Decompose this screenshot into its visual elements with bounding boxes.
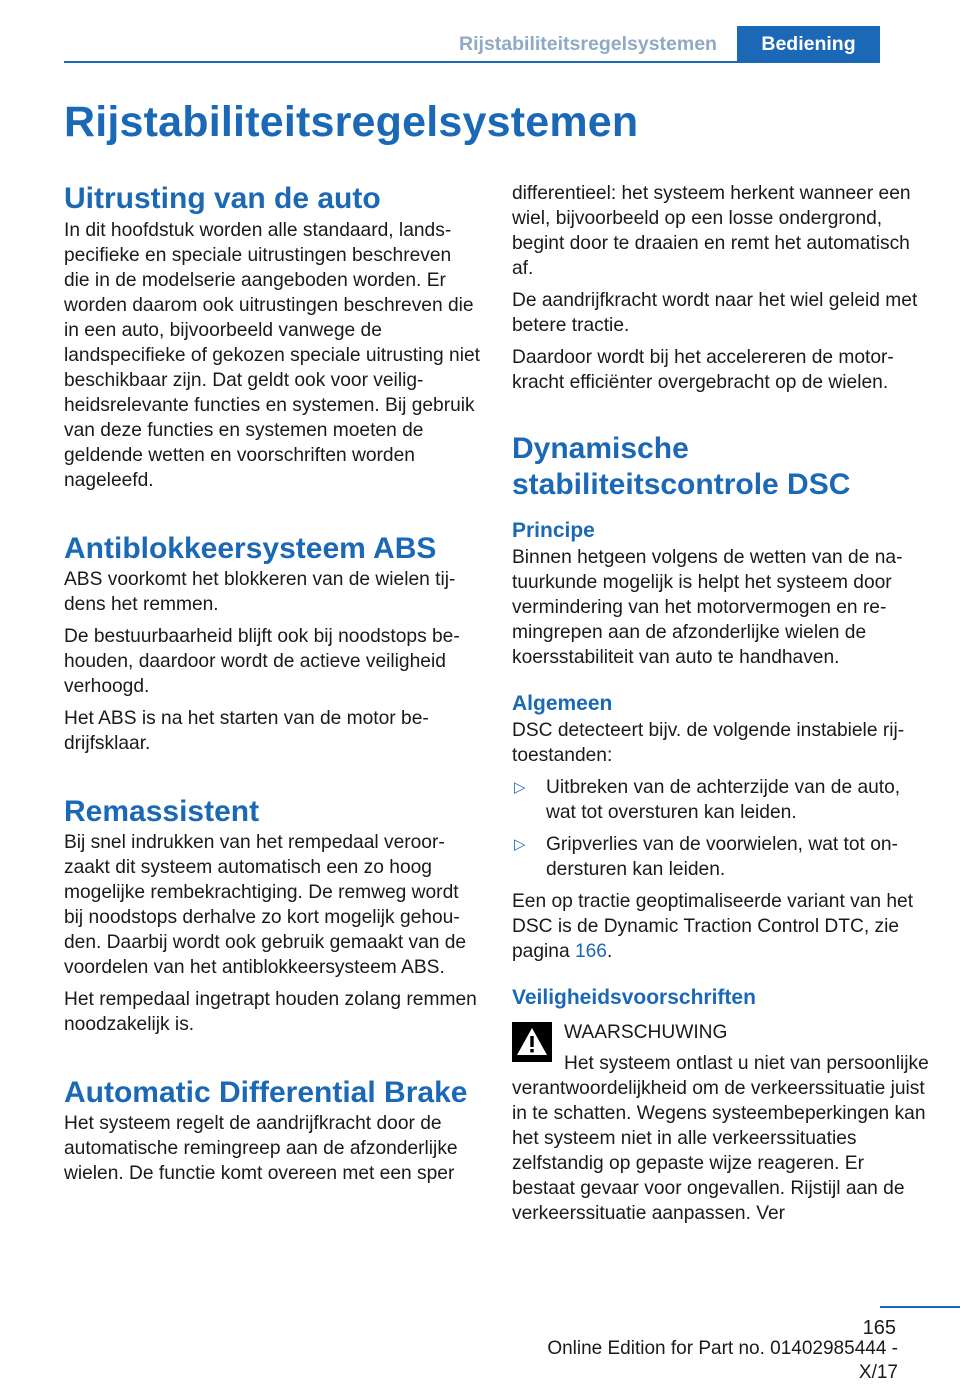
list-item-text: Gripverlies van de voorwielen, wat tot ondersturen kan leiden.: [546, 834, 898, 880]
header-section-title: Rijstabiliteitsregelsystemen: [459, 33, 717, 55]
dtc-end: .: [606, 941, 613, 962]
list-item: [512, 832, 930, 882]
right-column: [512, 181, 930, 1226]
page-number: 165: [862, 1317, 896, 1339]
triangle-bullet-icon: ▷: [514, 779, 526, 796]
heading-safety: Veiligheidsvoorschriften: [512, 986, 756, 1009]
list-item: [512, 775, 930, 825]
heading-dsc: Dynamische stabiliteitscontrole DSC: [512, 432, 851, 501]
paragraph-adb-1-cont: differentieel: het systeem herkent wanneer een wiel, bijvoorbeeld op een losse ondergrond, begint door te draaien en remt het automatisch af.: [512, 183, 911, 279]
paragraph-brake-2: Het rempedaal ingetrapt houden zolang remmen noodzakelijk is.: [64, 989, 477, 1035]
paragraph-adb-2: De aandrijfkracht wordt naar het wiel geleid met betere tractie.: [512, 290, 918, 336]
paragraph-adb-3: Daardoor wordt bij het accelereren de motorkracht efficiënter overgebracht op de wielen.: [512, 347, 894, 393]
paragraph-principle: Binnen hetgeen volgens de wetten van de natuurkunde mogelijk is helpt het systeem door vermindering van het motorvermogen en remingrepen aan de afzonderlijke wielen de koersstabiliteit van auto te handhaven.: [512, 547, 903, 668]
heading-general: Algemeen: [512, 692, 613, 715]
heading-adb: Automatic Differential Brake: [64, 1076, 468, 1109]
paragraph-abs-3: Het ABS is na het starten van de motor bedrijfsklaar.: [64, 708, 429, 754]
paragraph-abs-2: De bestuurbaarheid blijft ook bij noodstops behouden, daardoor wordt de actieve veiligheid verhoogd.: [64, 626, 460, 697]
page-link-166[interactable]: 166: [574, 941, 607, 962]
heading-brake-assist: Remassistent: [64, 795, 260, 828]
left-column: [64, 180, 482, 1193]
paragraph-general: DSC detecteert bijv. de volgende instabiele rijtoestanden:: [512, 720, 905, 766]
heading-equipment: Uitrusting van de auto: [64, 182, 381, 215]
paragraph-brake-1: Bij snel indrukken van het rempedaal veroorzaakt dit systeem automatisch een zo hoog mogelijke rembekrachtiging. De remweg wordt bij noodstops derhalve zo kort mogelijk gehouden. Daarbij wordt ook gebruik gemaakt van de voordelen van het antiblokkeersysteem ABS.: [64, 832, 467, 978]
header-chapter-tab[interactable]: Bediening: [737, 26, 880, 62]
paragraph-equipment: In dit hoofdstuk worden alle standaard, landspecifieke en speciale uitrustingen beschreven die in de modelserie aangeboden worden. Er worden daarom ook uitrustingen beschreven die in een auto, bijvoorbeeld vanwege de landspecifieke of gekozen speciale uitrusting niet beschikbaar zijn. Dat geldt ook voor veiligheidsrelevante functies en systemen. Bij gebruik van deze functies en systemen moeten de geldende wetten en voorschriften worden nageleefd.: [64, 220, 480, 491]
page-title: Rijstabiliteitsregelsystemen: [64, 98, 639, 146]
warning-label: WAARSCHUWING: [564, 1022, 728, 1043]
triangle-bullet-icon: ▷: [514, 836, 526, 853]
paragraph-dtc: [512, 889, 930, 964]
footer-rule: [880, 1306, 960, 1308]
warning-triangle-icon: [512, 1022, 552, 1062]
header-rule: [64, 61, 880, 63]
heading-principle: Principe: [512, 519, 595, 542]
list-item-text: Uitbreken van de achterzijde van de auto, wat tot oversturen kan leiden.: [546, 777, 901, 823]
warning-text: Het systeem ontlast u niet van persoonlijke verantwoordelijkheid om de verkeerssituatie juist in te schatten. Wegens systeembeperkingen kan het systeem niet in alle verkeerssituaties zelfstandig op gepaste wijze reageren. Er bestaat gevaar voor ongevallen. Rijstijl aan de verkeerssituatie aanpassen. Ver: [512, 1053, 929, 1224]
warning-block: [512, 1020, 930, 1226]
paragraph-abs-1: ABS voorkomt het blokkeren van de wielen tijdens het remmen.: [64, 569, 456, 615]
instability-list: [512, 775, 930, 882]
dtc-text: Een op tractie geoptimaliseerde variant van het DSC is de Dynamic Traction Control DTC, zie pagina: [512, 891, 914, 962]
edition-note: Online Edition for Part no. 01402985444 - X/17: [547, 1338, 898, 1383]
paragraph-adb-1: Het systeem regelt de aandrijfkracht door de automatische remingreep aan de afzonderlijke wielen. De functie komt overeen met een sper: [64, 1113, 458, 1184]
heading-abs: Antiblokkeersysteem ABS: [64, 532, 437, 565]
